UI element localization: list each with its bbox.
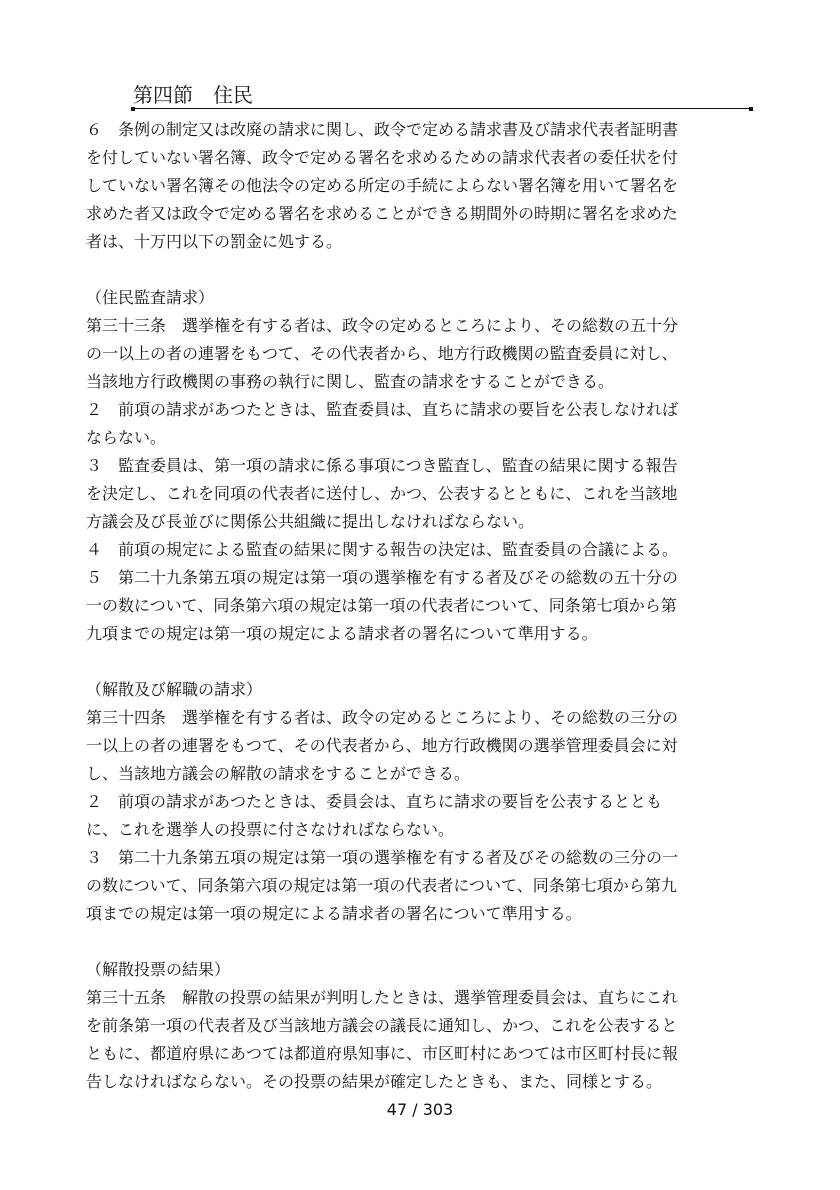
text-line: 当該地方行政機関の事務の執行に関し、監査の請求をすることができる。: [86, 372, 615, 391]
text-line: 項までの規定は第一項の規定による請求者の署名について準用する。: [86, 904, 582, 923]
text-line: していない署名簿その他法令の定める所定の手続によらない署名簿を用いて署名を: [86, 176, 679, 195]
text-line: ３ 監査委員は、第一項の請求に係る事項につき監査し、監査の結果に関する報告: [86, 456, 678, 475]
body-text: [86, 116, 756, 1096]
text-line: （解散投票の結果）: [86, 960, 231, 979]
text-line: （解散及び解職の請求）: [86, 680, 263, 699]
section-title: 第四節 住民: [133, 83, 253, 107]
text-line: ならない。: [86, 428, 167, 447]
text-line: 求めた者又は政令で定める署名を求めることができる期間外の時期に署名を求めた: [86, 204, 679, 223]
text-line: ２ 前項の請求があつたときは、委員会は、直ちに請求の要旨を公表するととも: [86, 792, 663, 811]
text-line: 告しなければならない。その投票の結果が確定したときも、また、同様とする。: [86, 1072, 663, 1091]
text-line: 九項までの規定は第一項の規定による請求者の署名について準用する。: [86, 624, 598, 643]
blank-line: [86, 256, 756, 284]
text-line: ６ 条例の制定又は改廃の請求に関し、政令で定める請求書及び請求代表者証明書: [86, 120, 679, 139]
header-rule: [133, 108, 751, 109]
text-line: 方議会及び長並びに関係公共組織に提出しなければならない。: [86, 512, 535, 531]
text-line: の数について、同条第六項の規定は第一項の代表者について、同条第七項から第九: [86, 876, 677, 895]
text-line: ４ 前項の規定による監査の結果に関する報告の決定は、監査委員の合議による。: [86, 540, 679, 559]
header-rule-right-end: [749, 107, 753, 111]
text-line: 者は、十万円以下の罰金に処する。: [86, 232, 343, 251]
text-line: ５ 第二十九条第五項の規定は第一項の選挙権を有する者及びその総数の五十分の: [86, 568, 679, 587]
text-line: に、これを選挙人の投票に付さなければならない。: [86, 820, 455, 839]
text-line: 第三十四条 選挙権を有する者は、政令の定めるところにより、その総数の三分の: [86, 708, 679, 727]
text-line: を付していない署名簿、政令で定める署名を求めるための請求代表者の委任状を付: [86, 148, 679, 167]
text-line: （住民監査請求）: [86, 288, 215, 307]
text-line: 一以上の者の連署をもつて、その代表者から、地方行政機関の選挙管理委員会に対: [86, 736, 678, 755]
page-number: 47 / 303: [386, 1100, 454, 1119]
header-rule-left-end: [131, 107, 135, 111]
text-line: ともに、都道府県にあつては都道府県知事に、市区町村にあつては市区町村長に報: [86, 1044, 679, 1063]
text-line: ３ 第二十九条第五項の規定は第一項の選挙権を有する者及びその総数の三分の一: [86, 848, 679, 867]
text-line: 第三十五条 解散の投票の結果が判明したときは、選挙管理委員会は、直ちにこれ: [86, 988, 679, 1007]
blank-line: [86, 928, 756, 956]
text-line: し、当該地方議会の解散の請求をすることができる。: [86, 764, 471, 783]
text-line: を前条第一項の代表者及び当該地方議会の議長に通知し、かつ、これを公表すると: [86, 1016, 678, 1035]
text-line: ２ 前項の請求があつたときは、監査委員は、直ちに請求の要旨を公表しなければ: [86, 400, 679, 419]
text-line: 第三十三条 選挙権を有する者は、政令の定めるところにより、その総数の五十分: [86, 316, 679, 335]
section-header: [133, 82, 755, 110]
text-line: を決定し、これを同項の代表者に送付し、かつ、公表するとともに、これを当該地: [86, 484, 678, 503]
blank-line: [86, 648, 756, 676]
text-line: 一の数について、同条第六項の規定は第一項の代表者について、同条第七項から第: [86, 596, 677, 615]
text-line: の一以上の者の連署をもつて、その代表者から、地方行政機関の監査委員に対し、: [86, 344, 678, 363]
